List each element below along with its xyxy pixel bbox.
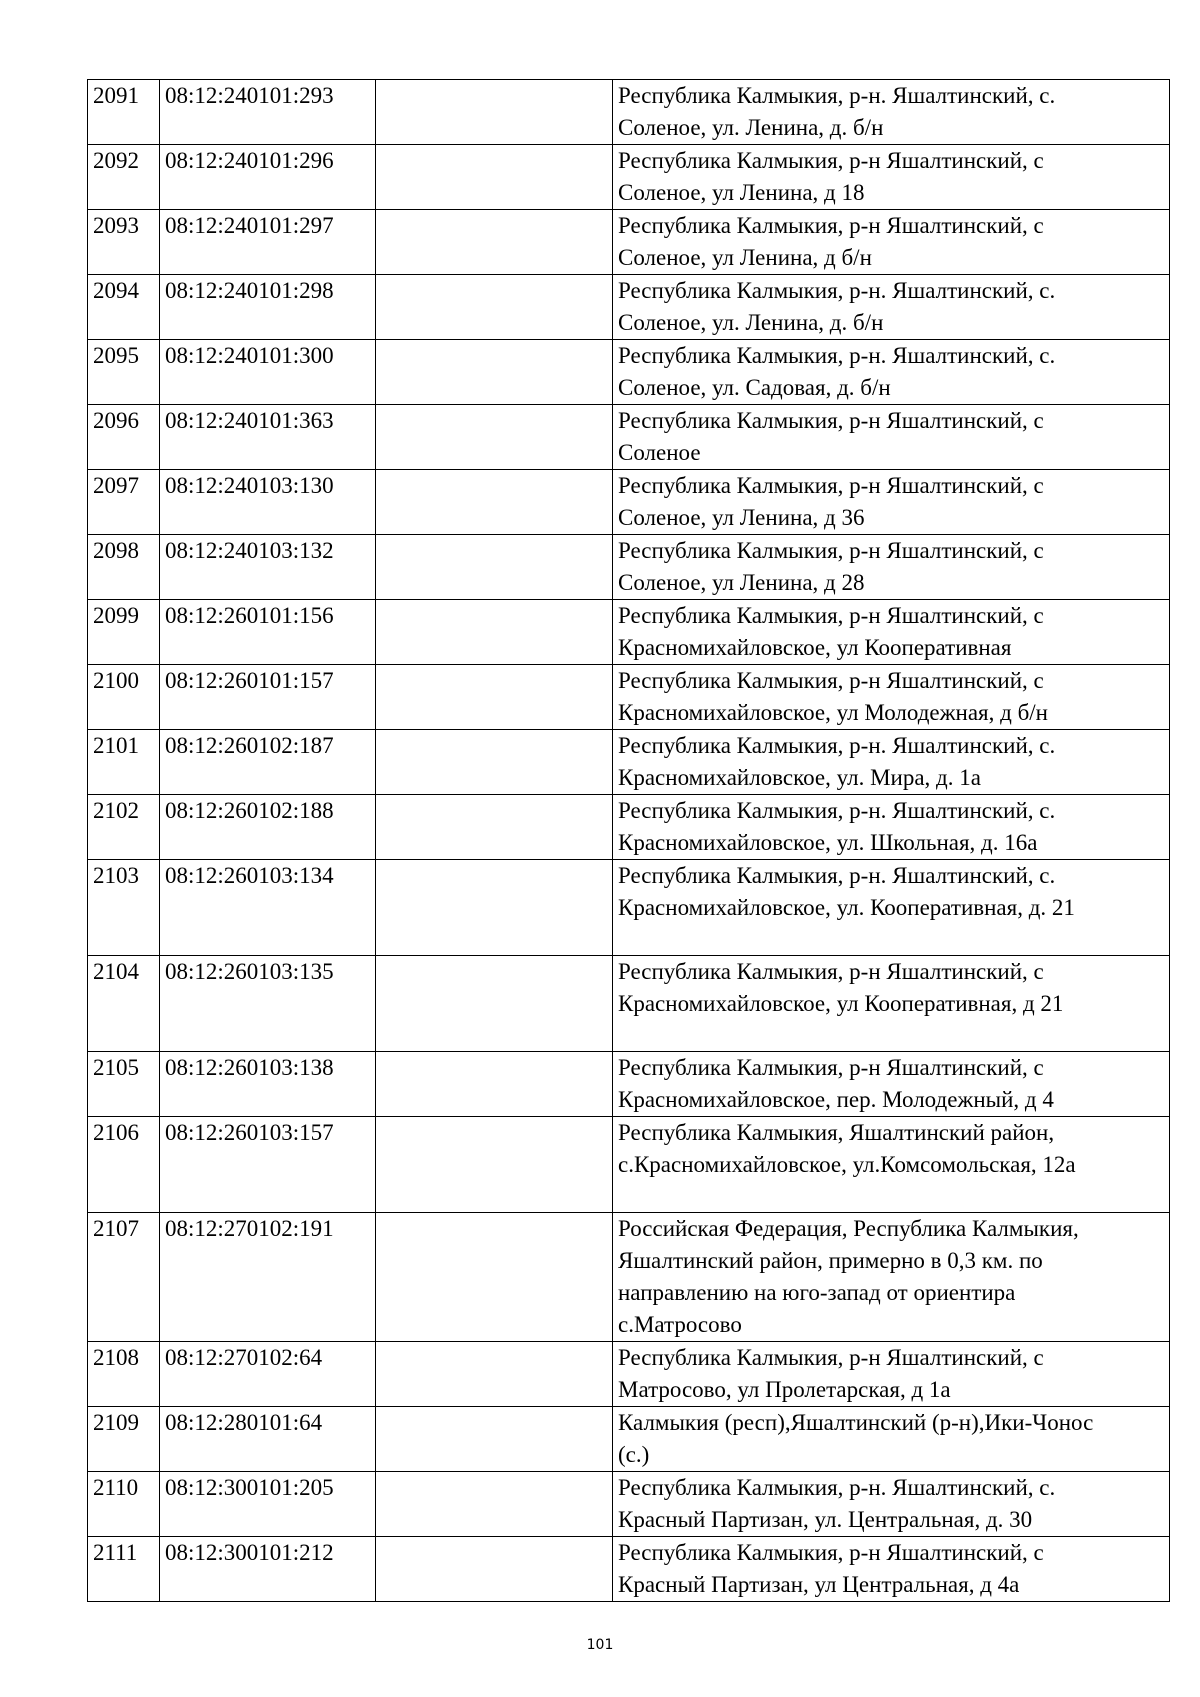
cadastral-number: 08:12:300101:212 <box>160 1537 376 1602</box>
address-cell <box>613 80 1170 145</box>
row-number: 2105 <box>88 1052 160 1117</box>
empty-cell <box>376 665 613 730</box>
cadastral-number: 08:12:240101:293 <box>160 80 376 145</box>
empty-cell <box>376 1117 613 1213</box>
row-number: 2110 <box>88 1472 160 1537</box>
table-row <box>88 275 1170 340</box>
registry-table-container <box>87 79 1169 1602</box>
table-row <box>88 1117 1170 1213</box>
address-cell <box>613 665 1170 730</box>
address-cell <box>613 1213 1170 1342</box>
address-line: Российская Федерация, Республика Калмыкия, <box>618 1216 1079 1241</box>
row-number: 2104 <box>88 956 160 1052</box>
table-row <box>88 1472 1170 1537</box>
table-row <box>88 1213 1170 1342</box>
address-line: Республика Калмыкия, р-н Яшалтинский, с <box>618 1055 1044 1080</box>
empty-cell <box>376 80 613 145</box>
empty-cell <box>376 1472 613 1537</box>
cadastral-number: 08:12:260102:187 <box>160 730 376 795</box>
empty-cell <box>376 210 613 275</box>
row-number: 2094 <box>88 275 160 340</box>
address-line: Калмыкия (респ),Яшалтинский (р-н),Ики-Чонос <box>618 1410 1094 1435</box>
address-cell <box>613 210 1170 275</box>
page-number: 101 <box>586 1637 614 1653</box>
address-cell <box>613 600 1170 665</box>
address-line: Республика Калмыкия, р-н. Яшалтинский, с. <box>618 343 1056 368</box>
table-row <box>88 860 1170 956</box>
cadastral-number: 08:12:300101:205 <box>160 1472 376 1537</box>
address-line: Соленое, ул. Ленина, д. б/н <box>618 115 884 140</box>
empty-cell <box>376 1342 613 1407</box>
address-cell <box>613 795 1170 860</box>
row-number: 2097 <box>88 470 160 535</box>
address-cell <box>613 340 1170 405</box>
address-line: Республика Калмыкия, р-н Яшалтинский, с <box>618 603 1044 628</box>
cadastral-number: 08:12:240101:300 <box>160 340 376 405</box>
address-cell <box>613 275 1170 340</box>
address-line: (с.) <box>618 1442 650 1467</box>
address-cell <box>613 405 1170 470</box>
address-line: Соленое, ул. Ленина, д. б/н <box>618 310 884 335</box>
address-cell <box>613 470 1170 535</box>
row-number: 2092 <box>88 145 160 210</box>
table-row <box>88 1052 1170 1117</box>
empty-cell <box>376 1213 613 1342</box>
empty-cell <box>376 145 613 210</box>
row-number: 2096 <box>88 405 160 470</box>
address-line: Яшалтинский район, примерно в 0,3 км. по <box>618 1248 1043 1273</box>
cadastral-number: 08:12:240103:132 <box>160 535 376 600</box>
address-line: Красномихайловское, ул Молодежная, д б/н <box>618 700 1048 725</box>
table-row <box>88 795 1170 860</box>
cadastral-number: 08:12:260103:157 <box>160 1117 376 1213</box>
row-number: 2106 <box>88 1117 160 1213</box>
row-number: 2101 <box>88 730 160 795</box>
empty-cell <box>376 600 613 665</box>
registry-table <box>87 79 1170 1602</box>
empty-cell <box>376 535 613 600</box>
row-number: 2098 <box>88 535 160 600</box>
address-line: Соленое, ул Ленина, д 36 <box>618 505 865 530</box>
address-line: Соленое <box>618 440 701 465</box>
address-line: Республика Калмыкия, р-н. Яшалтинский, с. <box>618 1475 1056 1500</box>
empty-cell <box>376 1537 613 1602</box>
table-row <box>88 956 1170 1052</box>
address-line: Республика Калмыкия, р-н Яшалтинский, с <box>618 538 1044 563</box>
cadastral-number: 08:12:260101:157 <box>160 665 376 730</box>
address-line: с.Красномихайловское, ул.Комсомольская, 12а <box>618 1152 1076 1177</box>
address-line: Красномихайловское, пер. Молодежный, д 4 <box>618 1087 1054 1112</box>
address-cell <box>613 1537 1170 1602</box>
address-line: Республика Калмыкия, р-н Яшалтинский, с <box>618 473 1044 498</box>
cadastral-number: 08:12:260103:135 <box>160 956 376 1052</box>
row-number: 2109 <box>88 1407 160 1472</box>
address-line: Соленое, ул Ленина, д б/н <box>618 245 872 270</box>
row-number: 2099 <box>88 600 160 665</box>
address-line: Красный Партизан, ул Центральная, д 4а <box>618 1572 1020 1597</box>
table-row <box>88 1342 1170 1407</box>
row-number: 2095 <box>88 340 160 405</box>
table-row <box>88 80 1170 145</box>
address-line: Республика Калмыкия, р-н Яшалтинский, с <box>618 1345 1044 1370</box>
cadastral-number: 08:12:260102:188 <box>160 795 376 860</box>
address-cell <box>613 1342 1170 1407</box>
empty-cell <box>376 860 613 956</box>
cadastral-number: 08:12:260103:134 <box>160 860 376 956</box>
address-line: Республика Калмыкия, р-н Яшалтинский, с <box>618 668 1044 693</box>
table-row <box>88 340 1170 405</box>
cadastral-number: 08:12:280101:64 <box>160 1407 376 1472</box>
table-row <box>88 405 1170 470</box>
row-number: 2100 <box>88 665 160 730</box>
address-line: Республика Калмыкия, р-н Яшалтинский, с <box>618 148 1044 173</box>
empty-cell <box>376 730 613 795</box>
row-number: 2091 <box>88 80 160 145</box>
cadastral-number: 08:12:270102:191 <box>160 1213 376 1342</box>
address-line: Республика Калмыкия, р-н. Яшалтинский, с. <box>618 278 1056 303</box>
address-line: Республика Калмыкия, р-н. Яшалтинский, с. <box>618 733 1056 758</box>
address-cell <box>613 860 1170 956</box>
address-line: Республика Калмыкия, р-н Яшалтинский, с <box>618 408 1044 433</box>
table-row <box>88 470 1170 535</box>
address-line: Соленое, ул Ленина, д 18 <box>618 180 865 205</box>
empty-cell <box>376 340 613 405</box>
address-line: Красномихайловское, ул Кооперативная, д 21 <box>618 991 1064 1016</box>
address-line: Республика Калмыкия, р-н Яшалтинский, с <box>618 1540 1044 1565</box>
table-row <box>88 730 1170 795</box>
table-row <box>88 665 1170 730</box>
address-line: Красномихайловское, ул. Кооперативная, д. 21 <box>618 895 1075 920</box>
cadastral-number: 08:12:240103:130 <box>160 470 376 535</box>
table-row <box>88 145 1170 210</box>
address-cell <box>613 1117 1170 1213</box>
cadastral-number: 08:12:270102:64 <box>160 1342 376 1407</box>
address-line: Красный Партизан, ул. Центральная, д. 30 <box>618 1507 1033 1532</box>
address-line: Республика Калмыкия, р-н Яшалтинский, с <box>618 213 1044 238</box>
address-line: Республика Калмыкия, р-н. Яшалтинский, с. <box>618 863 1056 888</box>
cadastral-number: 08:12:240101:298 <box>160 275 376 340</box>
address-cell <box>613 730 1170 795</box>
empty-cell <box>376 405 613 470</box>
cadastral-number: 08:12:240101:297 <box>160 210 376 275</box>
cadastral-number: 08:12:240101:363 <box>160 405 376 470</box>
empty-cell <box>376 795 613 860</box>
registry-table-body <box>88 80 1170 1602</box>
empty-cell <box>376 956 613 1052</box>
address-line: Красномихайловское, ул. Школьная, д. 16а <box>618 830 1038 855</box>
address-line: Республика Калмыкия, р-н. Яшалтинский, с. <box>618 83 1056 108</box>
address-cell <box>613 956 1170 1052</box>
table-row <box>88 600 1170 665</box>
address-line: направлению на юго-запад от ориентира <box>618 1280 1016 1305</box>
row-number: 2111 <box>88 1537 160 1602</box>
cadastral-number: 08:12:240101:296 <box>160 145 376 210</box>
row-number: 2093 <box>88 210 160 275</box>
address-line: Матросово, ул Пролетарская, д 1а <box>618 1377 951 1402</box>
row-number: 2102 <box>88 795 160 860</box>
cadastral-number: 08:12:260103:138 <box>160 1052 376 1117</box>
address-line: Красномихайловское, ул. Мира, д. 1а <box>618 765 981 790</box>
address-line: Соленое, ул. Садовая, д. б/н <box>618 375 891 400</box>
empty-cell <box>376 1052 613 1117</box>
address-cell <box>613 535 1170 600</box>
address-line: Соленое, ул Ленина, д 28 <box>618 570 865 595</box>
cadastral-number: 08:12:260101:156 <box>160 600 376 665</box>
address-cell <box>613 1472 1170 1537</box>
row-number: 2107 <box>88 1213 160 1342</box>
row-number: 2103 <box>88 860 160 956</box>
table-row <box>88 535 1170 600</box>
row-number: 2108 <box>88 1342 160 1407</box>
empty-cell <box>376 275 613 340</box>
table-row <box>88 210 1170 275</box>
address-line: Республика Калмыкия, р-н Яшалтинский, с <box>618 959 1044 984</box>
table-row <box>88 1407 1170 1472</box>
address-cell <box>613 1407 1170 1472</box>
empty-cell <box>376 1407 613 1472</box>
table-row <box>88 1537 1170 1602</box>
address-cell <box>613 1052 1170 1117</box>
address-line: с.Матросово <box>618 1312 742 1337</box>
address-line: Республика Калмыкия, Яшалтинский район, <box>618 1120 1055 1145</box>
empty-cell <box>376 470 613 535</box>
address-cell <box>613 145 1170 210</box>
address-line: Республика Калмыкия, р-н. Яшалтинский, с. <box>618 798 1056 823</box>
address-line: Красномихайловское, ул Кооперативная <box>618 635 1012 660</box>
